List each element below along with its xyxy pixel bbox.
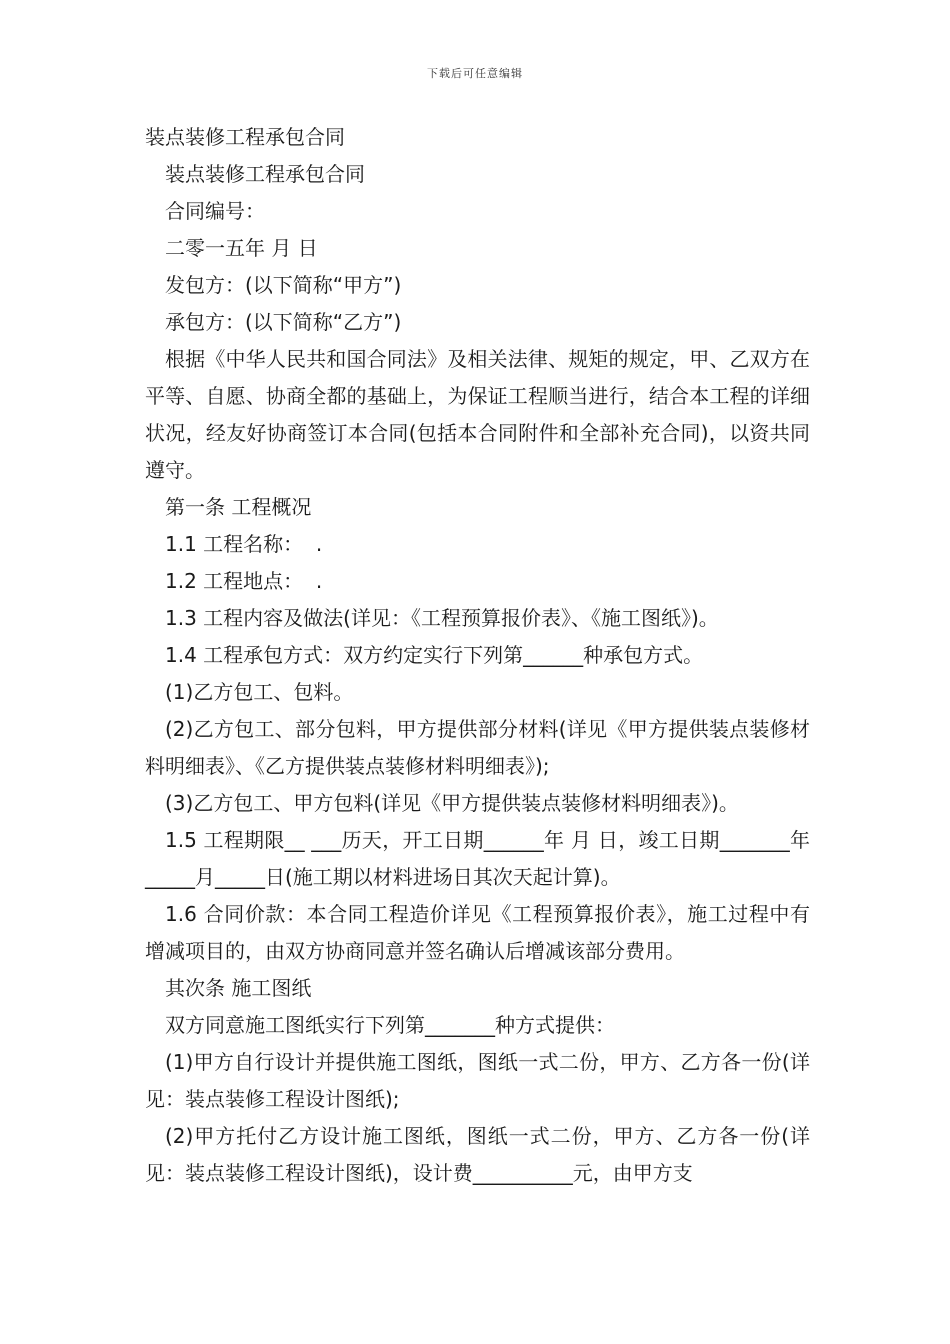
article-1-item-1-2: 1.2 工程地点： . (165, 569, 323, 593)
article-1-option-2: (2)乙方包工、部分包料，甲方提供部分材料(详见《甲方提供装点装修材料明细表》、《乙方提供装点装修材料明细表》); (145, 717, 810, 778)
article-1-option-3: (3)乙方包工、甲方包料(详见《甲方提供装点装修材料明细表》)。 (165, 791, 739, 815)
document-title: 装点装修工程承包合同 (145, 125, 345, 149)
contract-date: 二零一五年 月 日 (165, 236, 318, 260)
article-2-option-1: (1)甲方自行设计并提供施工图纸，图纸一式二份，甲方、乙方各一份(详见：装点装修工程设计图纸); (145, 1050, 810, 1111)
contract-number-field: 合同编号： (165, 199, 265, 223)
document-subtitle: 装点装修工程承包合同 (165, 162, 365, 186)
preamble-paragraph: 根据《中华人民共和国合同法》及相关法律、规矩的规定，甲、乙双方在平等、自愿、协商全都的基础上，为保证工程顺当进行，结合本工程的详细状况，经友好协商签订本合同(包括本合同附件和全部补充合同)，以资共同遵守。 (145, 347, 810, 482)
article-1-item-1-4: 1.4 工程承包方式：双方约定实行下列第______种承包方式。 (165, 643, 704, 667)
article-1-option-1: (1)乙方包工、包料。 (165, 680, 354, 704)
article-2-heading: 其次条 施工图纸 (165, 976, 312, 1000)
page-header-note: 下载后可任意编辑 (427, 67, 523, 80)
article-2-intro: 双方同意施工图纸实行下列第_______种方式提供： (165, 1013, 615, 1037)
party-b: 承包方：(以下简称“乙方”) (165, 310, 402, 334)
article-1-item-1-1: 1.1 工程名称： . (165, 532, 323, 556)
document-body (145, 119, 810, 1192)
article-1-item-1-5: 1.5 工程期限__ ___历天，开工日期______年 月 日，竣工日期_______年_____月_____日(施工期以材料进场日其次天起计算)。 (145, 828, 810, 889)
article-1-heading: 第一条 工程概况 (165, 495, 312, 519)
party-a: 发包方：(以下简称“甲方”) (165, 273, 402, 297)
article-1-item-1-6: 1.6 合同价款：本合同工程造价详见《工程预算报价表》，施工过程中有增减项目的，由双方协商同意并签名确认后增减该部分费用。 (145, 902, 810, 963)
article-1-item-1-3: 1.3 工程内容及做法(详见：《工程预算报价表》、《施工图纸》)。 (165, 606, 719, 630)
article-2-option-2: (2)甲方托付乙方设计施工图纸，图纸一式二份，甲方、乙方各一份(详见：装点装修工程设计图纸)，设计费__________元，由甲方支 (145, 1124, 810, 1185)
